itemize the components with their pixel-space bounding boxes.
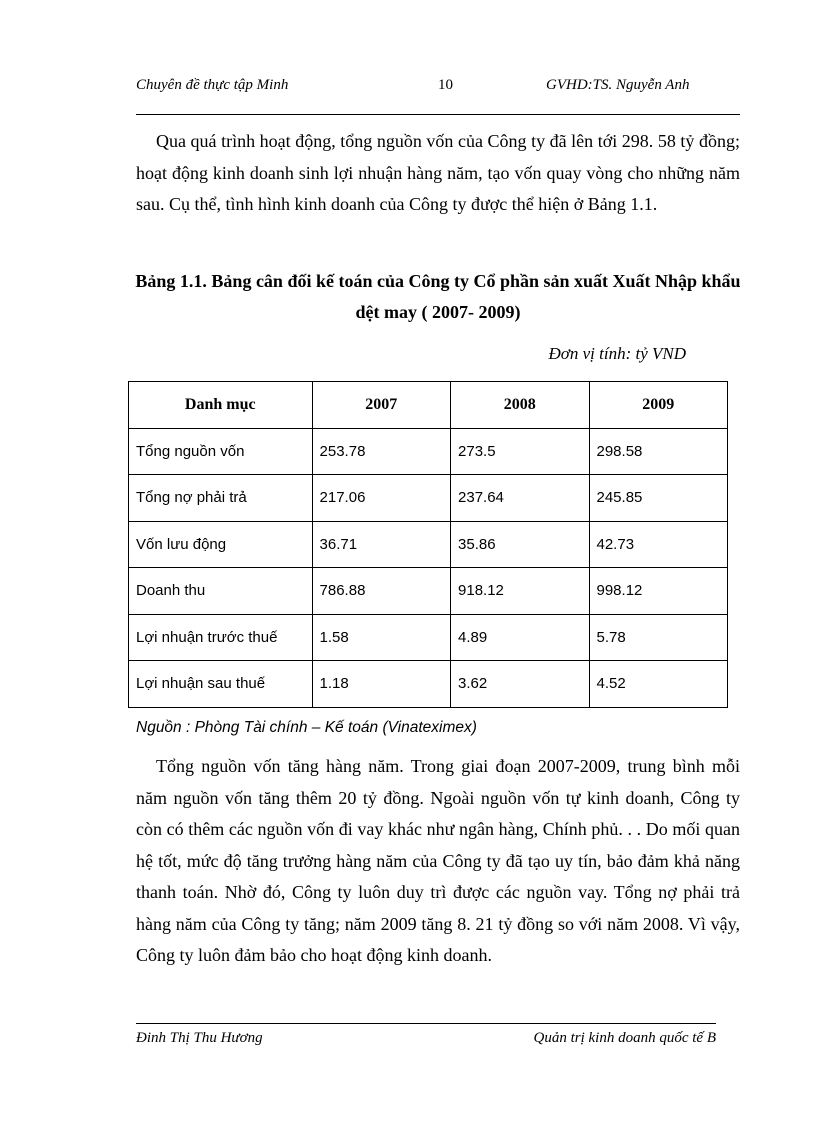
- header-right-text: GVHD:TS. Nguyễn Anh: [546, 77, 690, 93]
- cell-value: 5.78: [589, 614, 728, 661]
- cell-value: 36.71: [312, 521, 450, 568]
- table-row: [129, 614, 728, 661]
- header-2008: 2008: [451, 382, 589, 429]
- cell-value: 3.62: [451, 661, 589, 708]
- header-left-text: Chuyên đề thực tập Minh: [136, 77, 289, 93]
- cell-value: 4.89: [451, 614, 589, 661]
- body-paragraph-1: Qua quá trình hoạt động, tổng nguồn vốn của Công ty đã lên tới 298. 58 tỷ đồng; hoạt động kinh doanh sinh lợi nhuận hàng năm, tạo vốn quay vòng cho những năm sau. Cụ thể, tình hình kinh doanh của Công ty được thể hiện ở Bảng 1.1.: [136, 131, 740, 214]
- table-row: [129, 568, 728, 615]
- row-label: Tổng nguồn vốn: [129, 428, 313, 475]
- table-header-row: [129, 382, 728, 429]
- table-row: [129, 428, 728, 475]
- cell-value: 237.64: [451, 475, 589, 522]
- row-label: Doanh thu: [129, 568, 313, 615]
- footer-department: Quản trị kinh doanh quốc tế B: [533, 1030, 716, 1046]
- cell-value: 253.78: [312, 428, 450, 475]
- table-row: [129, 661, 728, 708]
- table-row: [129, 521, 728, 568]
- row-label: Tổng nợ phải trả: [129, 475, 313, 522]
- cell-value: 1.18: [312, 661, 450, 708]
- table-caption: Bảng 1.1. Bảng cân đối kế toán của Công ty Cổ phần sản xuất Xuất Nhập khẩu dệt may ( 2007- 2009): [135, 271, 741, 322]
- cell-value: 1.58: [312, 614, 450, 661]
- unit-note: Đơn vị tính: tỷ VND: [548, 344, 686, 363]
- body-paragraph-2: Tổng nguồn vốn tăng hàng năm. Trong giai đoạn 2007-2009, trung bình mỗi năm nguồn vốn tăng thêm 20 tỷ đồng. Ngoài nguồn vốn tự kinh doanh, Công ty còn có thêm các nguồn vốn đi vay khác như ngân hàng, Chính phủ. . . Do mối quan hệ tốt, mức độ tăng trưởng hàng năm của Công ty đã tạo uy tín, bảo đảm khả năng thanh toán. Nhờ đó, Công ty luôn duy trì được các nguồn vay. Tổng nợ phải trả hàng năm của Công ty tăng; năm 2009 tăng 8. 21 tỷ đồng so với năm 2008. Vì vậy, Công ty luôn đảm bảo cho hoạt động kinh doanh.: [136, 756, 740, 965]
- cell-value: 4.52: [589, 661, 728, 708]
- header-2009: 2009: [589, 382, 728, 429]
- cell-value: 998.12: [589, 568, 728, 615]
- row-label: Vốn lưu động: [129, 521, 313, 568]
- cell-value: 298.58: [589, 428, 728, 475]
- cell-value: 273.5: [451, 428, 589, 475]
- cell-value: 35.86: [451, 521, 589, 568]
- cell-value: 918.12: [451, 568, 589, 615]
- cell-value: 217.06: [312, 475, 450, 522]
- table-row: [129, 475, 728, 522]
- cell-value: 786.88: [312, 568, 450, 615]
- source-note: Nguồn : Phòng Tài chính – Kế toán (Vinateximex): [136, 719, 477, 736]
- footer-author: Đinh Thị Thu Hương: [136, 1030, 263, 1046]
- balance-table: [128, 381, 728, 708]
- row-label: Lợi nhuận trước thuế: [129, 614, 313, 661]
- cell-value: 245.85: [589, 475, 728, 522]
- page-header: [136, 76, 740, 115]
- page-footer: [136, 1023, 716, 1050]
- header-category: Danh mục: [129, 382, 313, 429]
- cell-value: 42.73: [589, 521, 728, 568]
- header-2007: 2007: [312, 382, 450, 429]
- page-number: 10: [438, 77, 453, 93]
- row-label: Lợi nhuận sau thuế: [129, 661, 313, 708]
